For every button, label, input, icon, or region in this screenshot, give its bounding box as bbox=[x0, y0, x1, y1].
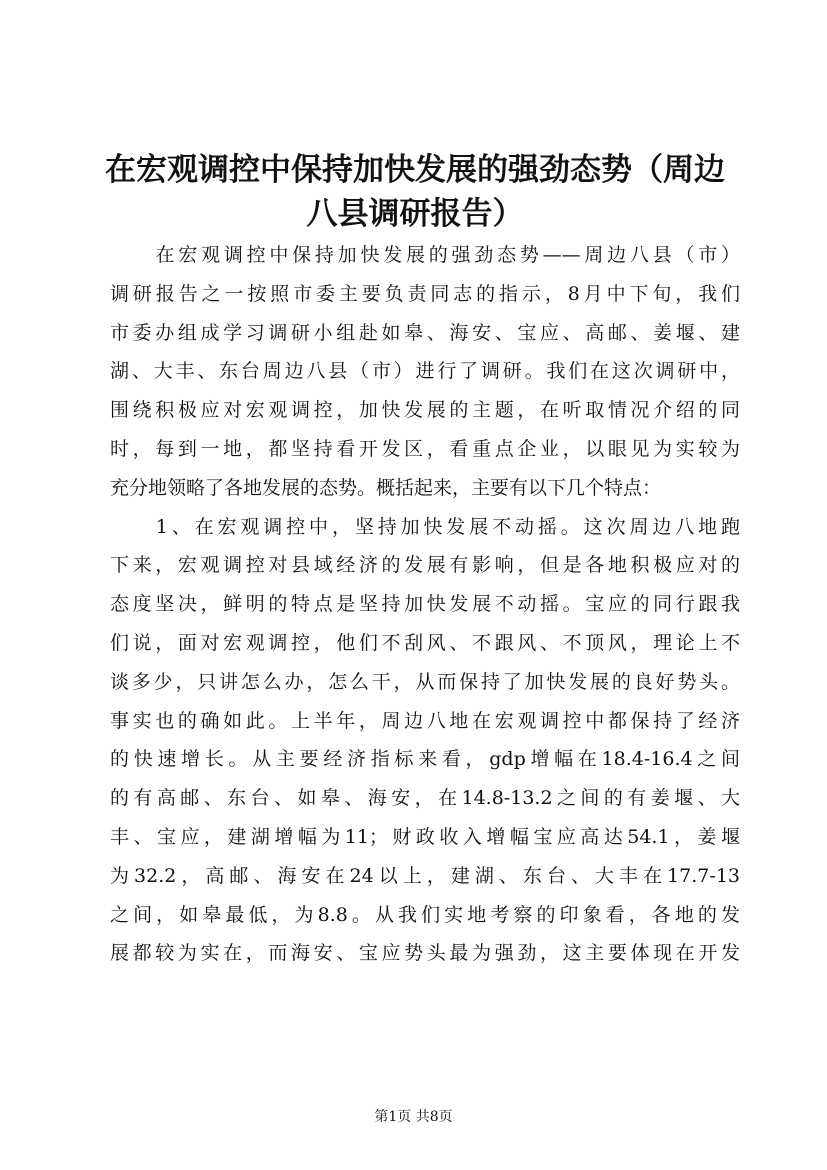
body-line: 调研报告之一按照市委主要负责同志的指示，8月中下旬，我们 bbox=[110, 282, 740, 305]
title-line: 八县调研报告） bbox=[306, 196, 524, 232]
body-line: 展都较为实在，而海安、宝应势头最为强劲，这主要体现在开发 bbox=[110, 942, 740, 965]
body-line: 湖、大丰、东台周边八县（市）进行了调研。我们在这次调研中， bbox=[110, 360, 740, 383]
body-line: 市委办组成学习调研小组赴如皋、海安、宝应、高邮、姜堰、建 bbox=[110, 321, 740, 344]
body-line: 为32.2，高邮、海安在24以上，建湖、东台、大丰在17.7-13 bbox=[110, 864, 740, 887]
body-line: 丰、宝应，建湖增幅为11；财政收入增幅宝应高达54.1，姜堰 bbox=[110, 825, 740, 848]
body-line: 之间，如皋最低，为8.8。从我们实地考察的印象看，各地的发 bbox=[110, 903, 740, 926]
body-line: 事实也的确如此。上半年，周边八地在宏观调控中都保持了经济 bbox=[110, 709, 740, 732]
title-line: 在宏观调控中保持加快发展的强劲态势（周边 bbox=[105, 152, 725, 188]
document-title bbox=[95, 148, 735, 236]
body-line: 态度坚决，鲜明的特点是坚持加快发展不动摇。宝应的同行跟我 bbox=[110, 593, 740, 616]
body-line: 在宏观调控中保持加快发展的强劲态势——周边八县（市） bbox=[110, 244, 740, 266]
document-body bbox=[110, 236, 740, 973]
body-line: 的有高邮、东台、如皋、海安，在14.8-13.2之间的有姜堰、大 bbox=[110, 787, 740, 810]
body-line: 下来，宏观调控对县域经济的发展有影响，但是各地积极应对的 bbox=[110, 554, 740, 577]
body-line: 围绕积极应对宏观调控，加快发展的主题，在听取情况介绍的同 bbox=[110, 399, 740, 422]
body-line: 充分地领略了各地发展的态势。概括起来，主要有以下几个特点： bbox=[110, 476, 662, 499]
body-line: 时，每到一地，都坚持看开发区，看重点企业，以眼见为实较为 bbox=[110, 437, 740, 460]
body-line: 的快速增长。从主要经济指标来看，gdp增幅在18.4-16.4之间 bbox=[110, 748, 740, 771]
body-line: 1、在宏观调控中，坚持加快发展不动摇。这次周边八地跑 bbox=[110, 515, 740, 538]
body-line: 谈多少，只讲怎么办，怎么干，从而保持了加快发展的良好势头。 bbox=[110, 670, 740, 693]
page-number-footer: 第1页 共8页 bbox=[374, 1109, 453, 1125]
body-line: 们说，面对宏观调控，他们不刮风、不跟风、不顶风，理论上不 bbox=[110, 631, 740, 654]
